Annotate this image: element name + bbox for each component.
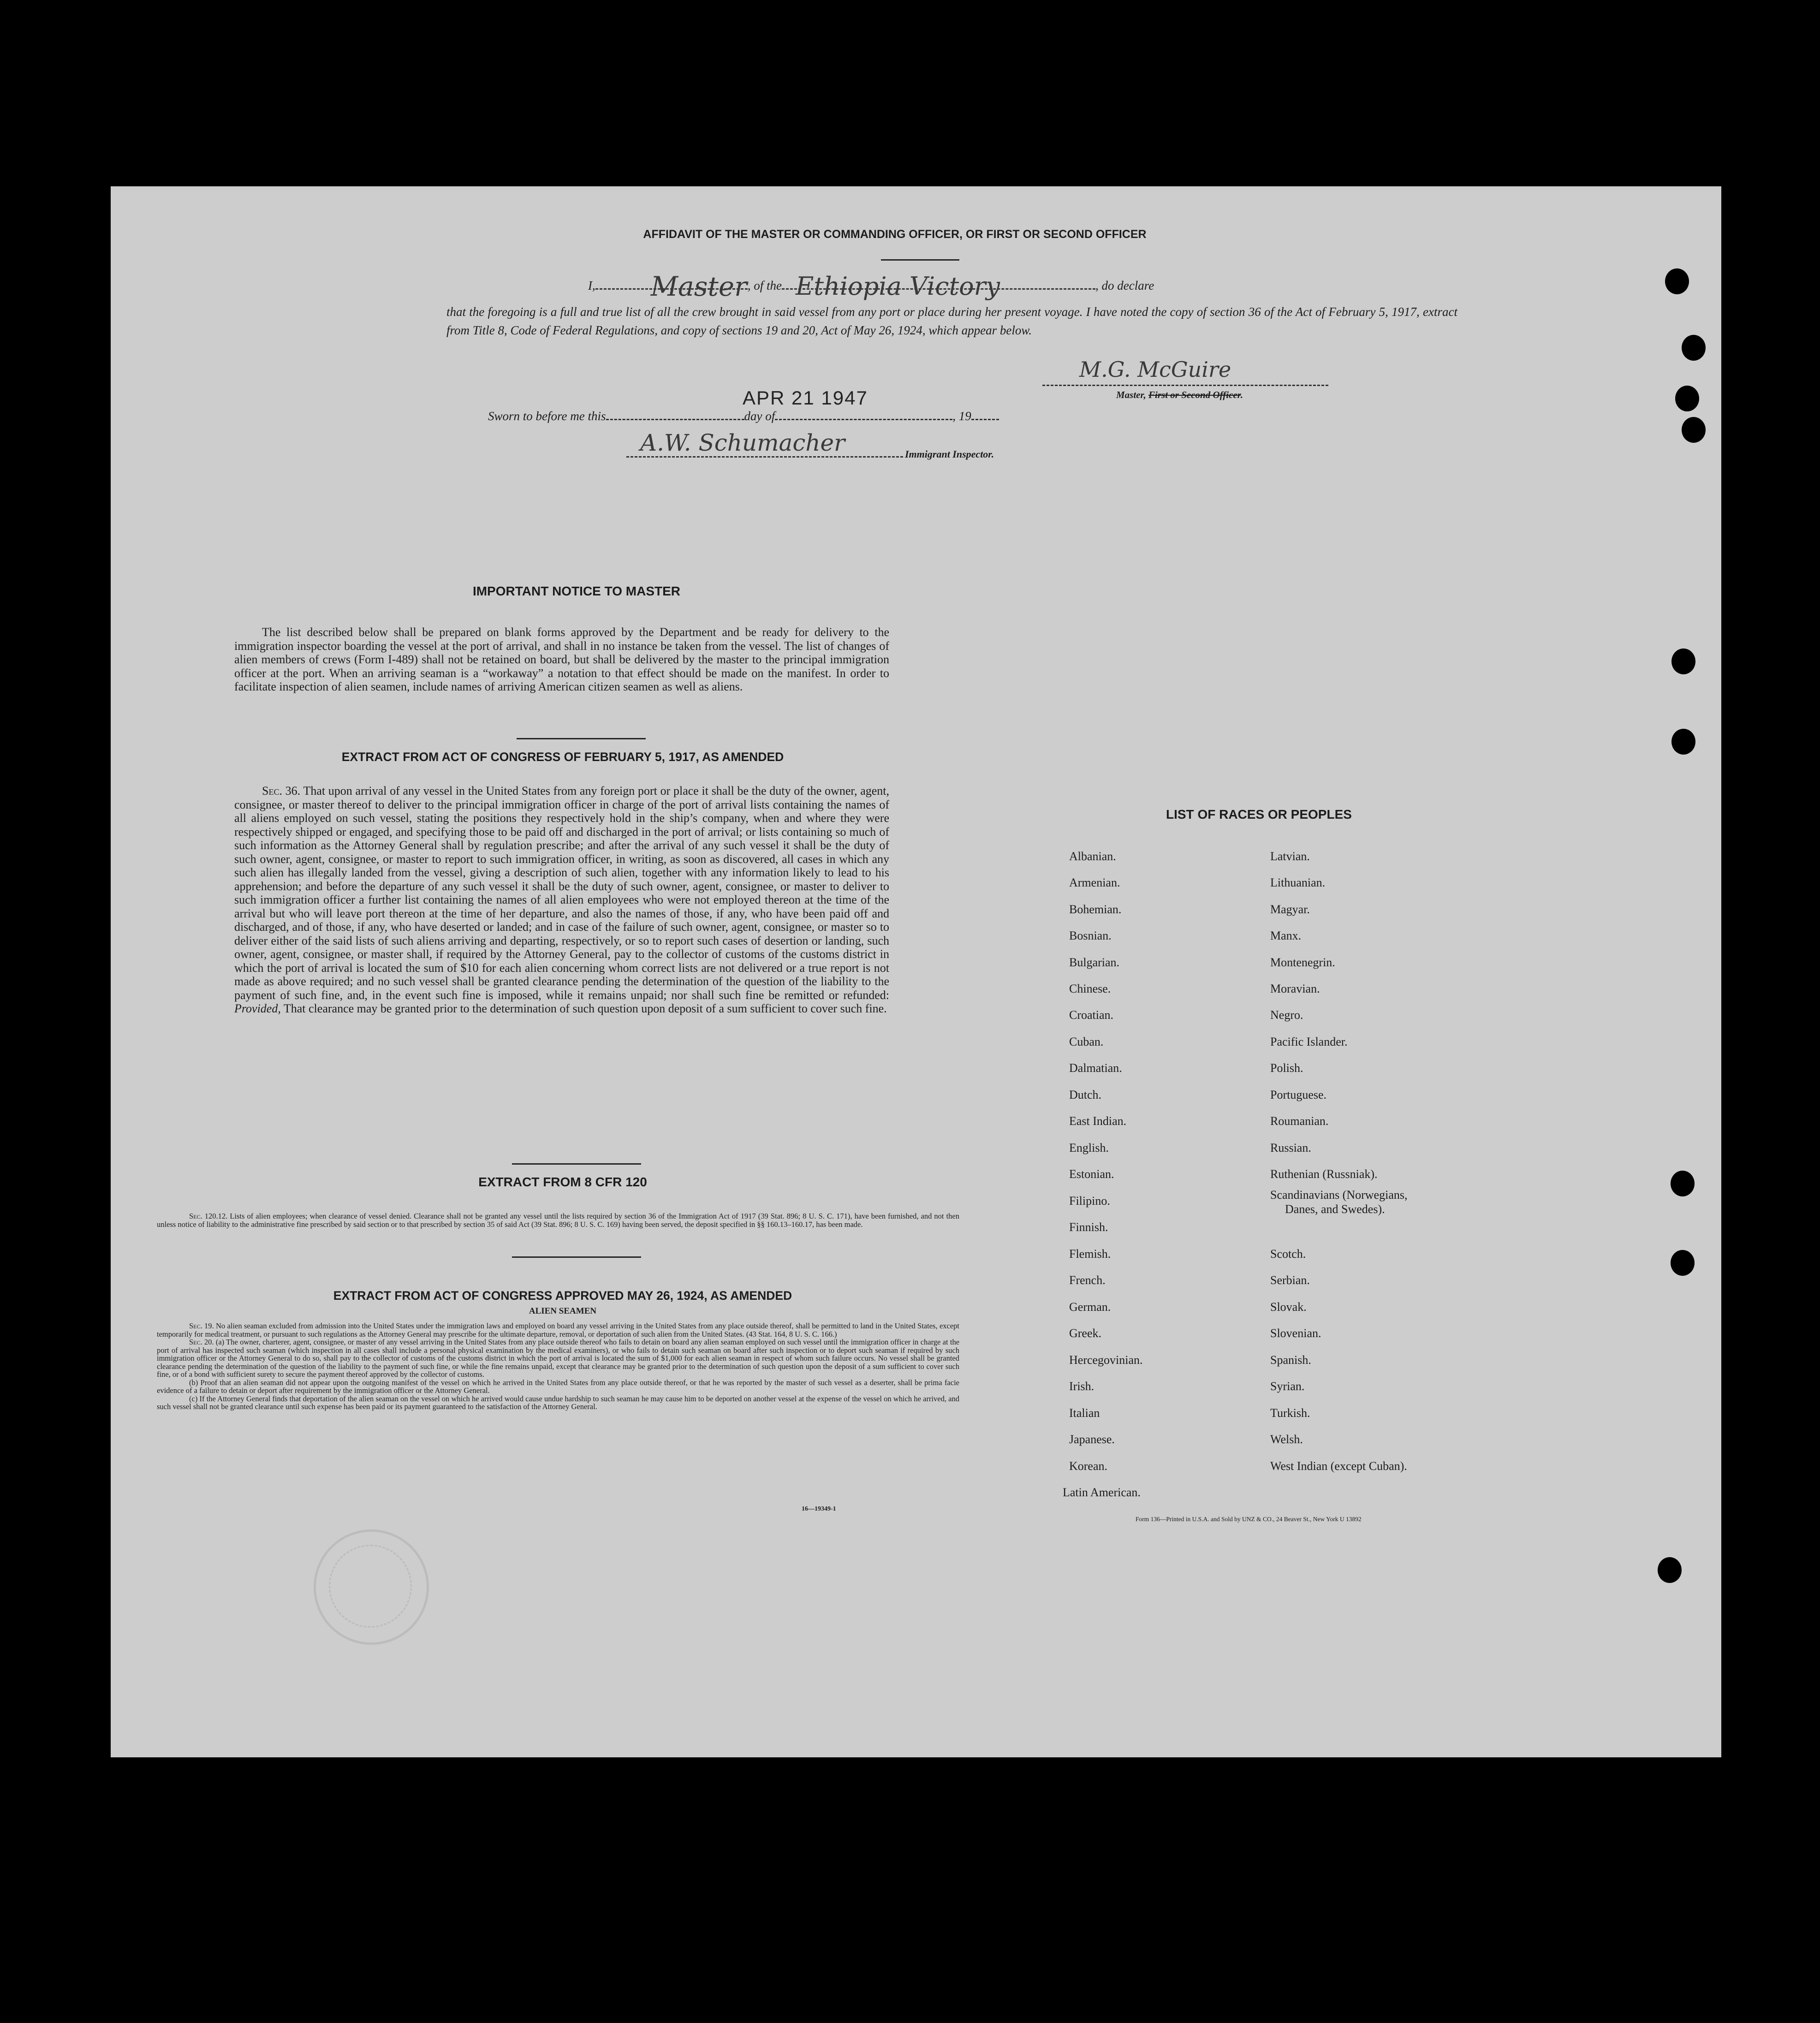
binder-hole (1682, 417, 1706, 443)
race-item: West Indian (except Cuban). (1270, 1459, 1407, 1473)
divider (512, 1256, 641, 1258)
rank-field (595, 271, 748, 302)
master-signature: M.G. McGuire (1079, 357, 1231, 382)
master-signature-line (1042, 357, 1328, 386)
divider (881, 259, 959, 261)
race-item: Estonian. (1069, 1167, 1114, 1181)
handwritten-rank: Master (650, 271, 747, 302)
race-item: Italian (1069, 1406, 1100, 1420)
affidavit-declaration-line: I, Master , of the Ethiopia Victory , do declare (588, 271, 1154, 302)
race-item: Ruthenian (Russniak). (1270, 1167, 1378, 1181)
binder-hole (1671, 1171, 1695, 1196)
race-item: Moravian. (1270, 982, 1320, 995)
binder-hole (1658, 1557, 1682, 1583)
extract-1924-title: EXTRACT FROM ACT OF CONGRESS APPROVED MAY 26, 1924, AS AMENDED (333, 1289, 792, 1303)
race-item: Greek. (1069, 1327, 1102, 1340)
race-item: Bohemian. (1069, 903, 1122, 916)
race-item: Danes, and Swedes). (1285, 1202, 1385, 1216)
notice-title: IMPORTANT NOTICE TO MASTER (472, 584, 681, 598)
date-stamp: APR 21 1947 (743, 387, 868, 409)
race-item: Magyar. (1270, 903, 1310, 916)
affidavit-title: AFFIDAVIT OF THE MASTER OR COMMANDING OFFICER, OR FIRST OR SECOND OFFICER (643, 228, 1147, 241)
race-item: French. (1069, 1273, 1106, 1287)
binder-hole (1671, 729, 1695, 755)
race-item: Scotch. (1270, 1247, 1306, 1261)
affidavit-body: that the foregoing is a full and true list of all the crew brought in said vessel from any port or place during her present voyage. I have noted the copy of section 36 of the Act of February 5, 1917, extract from Title 8, Code of Federal Regulations, and copy of sections 19 and 20, Act of May 26, 1924, which appear below. (446, 305, 1457, 337)
race-item: Roumanian. (1270, 1114, 1329, 1128)
race-item: Albanian. (1069, 850, 1116, 863)
race-item: Portuguese. (1270, 1088, 1327, 1101)
race-item: Syrian. (1270, 1380, 1305, 1393)
race-item: Armenian. (1069, 876, 1120, 889)
race-item: Bosnian. (1069, 929, 1112, 942)
race-item: Japanese. (1069, 1433, 1115, 1446)
extract-1924-body (157, 1322, 959, 1411)
divider (512, 1163, 641, 1165)
document-page (111, 186, 1721, 1757)
race-item: Bulgarian. (1069, 956, 1120, 969)
section-20c: (c) If the Attorney General finds that deportation of the alien seaman on the vessel on which he arrived would cause undue hardship to such seaman he may cause him to be deported on another vessel at the expense of the vessel on which he arrived, and such vessel shall not be granted clearance until such expense has been paid or its payment guaranteed to the satisfaction of the Attorney General. (157, 1394, 959, 1411)
race-item: Pacific Islander. (1270, 1035, 1348, 1048)
race-item: Flemish. (1069, 1247, 1111, 1261)
race-item: English. (1069, 1141, 1109, 1154)
race-item: Slovenian. (1270, 1327, 1321, 1340)
binder-hole (1671, 1250, 1695, 1276)
inspector-signature-line (626, 429, 903, 458)
race-item: Scandinavians (Norwegians, (1270, 1188, 1408, 1202)
race-item: Croatian. (1069, 1008, 1114, 1022)
race-item: Irish. (1069, 1380, 1094, 1393)
extract-1917-title: EXTRACT FROM ACT OF CONGRESS OF FEBRUARY 5, 1917, AS AMENDED (341, 750, 784, 764)
signature-title: Master, First or Second Officer. (1116, 389, 1243, 400)
handwritten-vessel: Ethiopia Victory (796, 272, 1000, 301)
race-item: Hercegovinian. (1069, 1353, 1143, 1367)
race-item: Finnish. (1069, 1220, 1108, 1234)
race-item: Montenegrin. (1270, 956, 1335, 969)
section-19: Sec. 19. No alien seaman excluded from admission into the United States under the immigration laws and employed on board any vessel arriving in the United States from any place outside thereof, shall be permitted to land in the United States, except temporarily for medical treatment, or pursuant to such regulations as the Attorney General may prescribe for the ultimate departure, removal, or deportation of such alien from the United States. (43 Stat. 164, 8 U. S. C. 166.) (157, 1321, 959, 1339)
race-item: Slovak. (1270, 1300, 1307, 1314)
printer-imprint: Form 136—Printed in U.S.A. and Sold by UNZ & CO., 24 Beaver St., New York U 13892 (1136, 1516, 1362, 1523)
section-20b: (b) Proof that an alien seaman did not appear upon the outgoing manifest of the vessel on which he arrived in the United States from any place outside thereof, or that he was reported by the master of such vessel as a deserter, shall be prima facie evidence of a failure to detain or deport after requirement by the immigration officer or the Attorney General. (157, 1378, 959, 1395)
cfr-title: EXTRACT FROM 8 CFR 120 (478, 1175, 647, 1189)
section-20a: Sec. 20. (a) The owner, charterer, agent, consignee, or master of any vessel arriving in the United States from any place outside thereof who fails to detain on board any alien seaman employed on such vessel until the immigration officer in charge at the port of arrival has inspected such seaman (which inspection in all cases shall include a personal physical examination by the medical examiners), or who fails to detain such seaman on board after such inspection or to deport such seaman if required by such immigration officer or the Attorney General to do so, shall pay to the collector of customs of the customs district in which the port of arrival is located the sum of $1,000 for each alien seaman in respect of whom such failure occurs. No vessel shall be granted clearance pending the determination of the question of the liability to the payment of such fine, or while the fine remains unpaid, except that clearance may be granted prior to the determination of such question upon the deposit of a sum sufficient to cover such fine, or of a bond with sufficient surety to secure the payment thereof approved by the collector of customs. (157, 1338, 960, 1379)
race-item: Latin American. (1063, 1486, 1141, 1499)
binder-hole (1682, 335, 1706, 361)
race-item: Filipino. (1069, 1194, 1110, 1208)
race-item: Latvian. (1270, 850, 1310, 863)
race-item: Russian. (1270, 1141, 1311, 1154)
race-item: Manx. (1270, 929, 1302, 942)
race-item: Turkish. (1270, 1406, 1310, 1420)
embossed-seal (314, 1529, 429, 1645)
race-item: Spanish. (1270, 1353, 1311, 1367)
divider (517, 738, 646, 739)
race-item: Polish. (1270, 1061, 1303, 1075)
race-item: Dalmatian. (1069, 1061, 1122, 1075)
inspector-title: Immigrant Inspector. (905, 448, 994, 460)
extract-1917-body: Sec. 36. That upon arrival of any vessel in the United States from any foreign port or place it shall be the duty of the owner, agent, consignee, or master thereof to deliver to the principal immigration officer in charge of the port of arrival lists containing the names of all aliens employed on such vessel, stating the positions they respectively hold in the ship’s company, when and where they were respectively shipped or engaged, and specifying those to be paid off and discharged in the port of arrival; or lists containing so much of such information as the Attorney General shall by regulation prescribe; and after the arrival of any such vessel it shall be the duty of such owner, agent, consignee, or master to report to such immigration officer, in writing, as soon as discovered, all cases in which any such alien has illegally landed from the vessel, giving a description of such alien, together with any information likely to lead to his apprehension; and before the departure of any such vessel it shall be the duty of such owner, agent, consignee, or master to deliver to such immigration officer a further list containing the names of all alien employees who were not employed thereon at the time of the arrival but who will leave port thereon at the time of her departure, and also the names of those, if any, who have been paid off and discharged, and of those, if any, who have deserted or landed; and in case of the failure of such owner, agent, consignee, or master so to deliver either of the said lists of such aliens arriving and departing, respectively, or so to report such cases of desertion or landing, such owner, agent, consignee, or master shall, if required by the Attorney General, pay to the collector of customs of the customs district in which the port of arrival is located the sum of $10 for each alien concerning whom correct lists are not delivered or a true report is not made as above required; and no such vessel shall be granted clearance pending the determination of the question of the liability to the payment of such fine, and, in the event such fine is imposed, while it remains unpaid; nor shall such fine be remitted or refunded: Provided, That clearance may be granted prior to the determination of such question upon deposit of a sum sufficient to cover such fine. (234, 784, 889, 1015)
race-item: Serbian. (1270, 1273, 1310, 1287)
binder-hole (1675, 386, 1699, 411)
extract-1924-subtitle: ALIEN SEAMEN (529, 1306, 597, 1316)
race-item: German. (1069, 1300, 1111, 1314)
form-number: 16—19349-1 (802, 1505, 836, 1512)
races-title: LIST OF RACES OR PEOPLES (1166, 807, 1352, 821)
sworn-line: Sworn to before me this day of , 19 (488, 409, 999, 423)
race-item: Welsh. (1270, 1433, 1303, 1446)
race-item: Dutch. (1069, 1088, 1102, 1101)
inspector-signature: A.W. Schumacher (640, 429, 845, 456)
race-item: Lithuanian. (1270, 876, 1326, 889)
race-item: Negro. (1270, 1008, 1303, 1022)
race-item: East Indian. (1069, 1114, 1127, 1128)
cfr-body: Sec. 120.12. Lists of alien employees; when clearance of vessel denied. Clearance shall not be granted any vessel until the lists required by section 36 of the Immigration Act of 1917 (39 Stat. 896; 8 U. S. C. 171), have been furnished, and not then unless notice of liability to the administrative fine prescribed by said section or to that prescribed by section 35 of said Act (39 Stat. 896; 8 U. S. C. 169) having been served, the deposit specified in §§ 160.13–160.17, has been made. (157, 1212, 960, 1229)
binder-hole (1665, 268, 1689, 294)
binder-hole (1671, 649, 1695, 674)
notice-body: The list described below shall be prepared on blank forms approved by the Department and be ready for delivery to the immigration inspector boarding the vessel at the port of arrival, and shall in no instance be taken from the vessel. The list of changes of alien members of crews (Form I-489) shall not be retained on board, but shall be delivered by the master to the principal immigration officer at the port. When an arriving seaman is a “workaway” a notation to that effect should be made on the manifest. In order to facilitate inspection of alien seamen, include names of arriving American citizen seamen as well as aliens. (234, 625, 889, 693)
race-item: Cuban. (1069, 1035, 1104, 1048)
race-item: Chinese. (1069, 982, 1111, 995)
race-item: Korean. (1069, 1459, 1108, 1473)
